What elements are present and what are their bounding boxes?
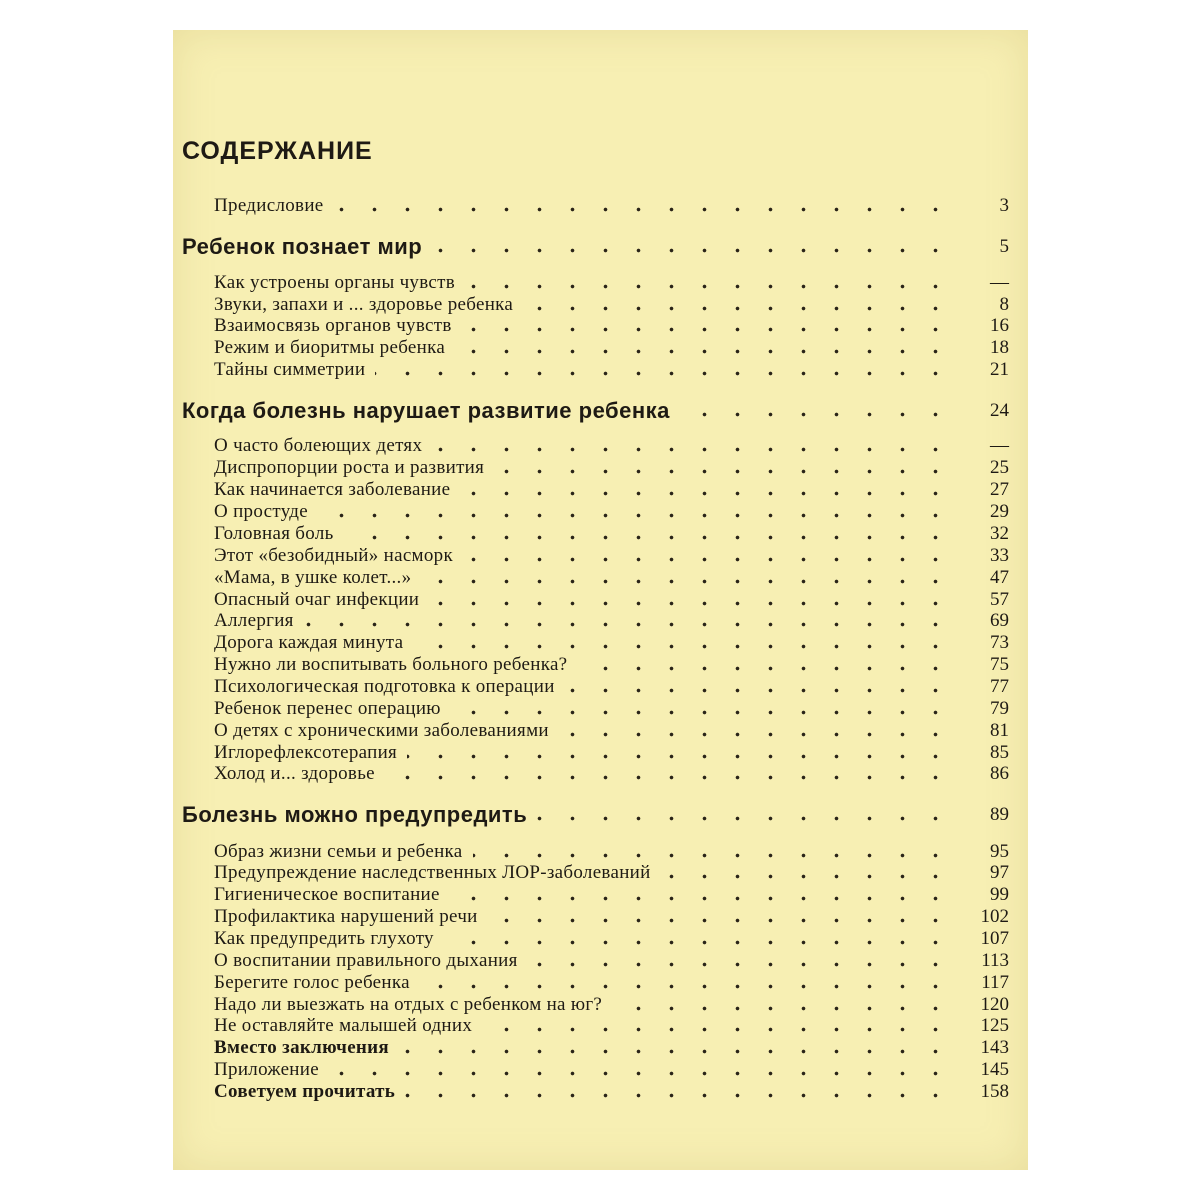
- toc-entry-title: Аллергия: [214, 610, 294, 631]
- toc-entry: [0, 194, 1200, 218]
- toc-entry-title: Профилактика нарушений речи: [214, 906, 478, 927]
- dot-leader: [463, 557, 952, 562]
- toc-page-number: 33: [990, 545, 1009, 566]
- toc-page-number: 117: [981, 972, 1009, 993]
- toc-page-number: 86: [990, 763, 1009, 784]
- toc-entry: [0, 971, 1200, 995]
- dot-leader: [450, 896, 952, 901]
- toc-entry: [0, 456, 1200, 480]
- toc-entry-title: Вместо заключения: [214, 1037, 390, 1058]
- toc-page-number: 27: [990, 479, 1009, 500]
- toc-entry-title: Нужно ли воспитывать больного ребенка?: [214, 654, 568, 675]
- toc-entry-title: Предупреждение наследственных ЛОР-заболеваний: [214, 862, 651, 883]
- toc-entry: [0, 271, 1200, 295]
- toc-entry: [0, 358, 1200, 382]
- toc-page-number: 102: [980, 906, 1009, 927]
- toc-entry-title: Опасный очаг инфекции: [214, 589, 420, 610]
- toc-page-number: —: [990, 435, 1009, 456]
- toc-section-title: Когда болезнь нарушает развитие ребенка: [182, 398, 670, 423]
- toc-entry-title: Не оставляйте малышей одних: [214, 1015, 473, 1036]
- toc-page-number: 25: [990, 457, 1009, 478]
- toc-page-number: 24: [990, 400, 1009, 421]
- toc-entry-title: Как предупредить глухоту: [214, 928, 434, 949]
- toc-entry: [0, 697, 1200, 721]
- toc-entry: [0, 949, 1200, 973]
- dot-leader: [304, 622, 952, 627]
- toc-entry: [0, 544, 1200, 568]
- toc-entry: [0, 434, 1200, 458]
- toc-entry-title: О часто болеющих детях: [214, 435, 423, 456]
- toc-page-number: 85: [990, 742, 1009, 763]
- dot-leader: [537, 816, 952, 821]
- dot-leader: [375, 371, 952, 376]
- toc-entry-title: Гигиеническое воспитание: [214, 884, 440, 905]
- dot-leader: [407, 754, 952, 759]
- toc-page-number: —: [990, 272, 1009, 293]
- toc-entry: [0, 883, 1200, 907]
- toc-page-number: 3: [999, 195, 1009, 216]
- dot-leader: [451, 710, 952, 715]
- dot-leader: [385, 775, 952, 780]
- toc-entry-title: О воспитании правильного дыхания: [214, 950, 518, 971]
- toc-section-title: Болезнь можно предупредить: [182, 802, 528, 827]
- toc-page-number: 97: [990, 862, 1009, 883]
- toc-entry-title: Предисловие: [214, 195, 324, 216]
- dot-leader: [661, 874, 952, 879]
- dot-leader: [455, 349, 952, 354]
- toc-entry-title: Ребенок перенес операцию: [214, 698, 441, 719]
- toc-page-number: 57: [990, 589, 1009, 610]
- toc-section: [0, 802, 1200, 826]
- toc-page-number: 29: [990, 501, 1009, 522]
- toc-page-number: 81: [990, 720, 1009, 741]
- dot-leader: [559, 732, 952, 737]
- toc-entry: [0, 631, 1200, 655]
- toc-entry-title: Режим и биоритмы ребенка: [214, 337, 446, 358]
- dot-leader: [488, 918, 952, 923]
- dot-leader: [444, 940, 952, 945]
- toc-heading: СОДЕРЖАНИЕ: [182, 137, 373, 165]
- toc-page-number: 79: [990, 698, 1009, 719]
- toc-entry: [0, 762, 1200, 786]
- dot-leader: [432, 447, 952, 452]
- toc-entry-title: Надо ли выезжать на отдых с ребенком на юг?: [214, 994, 603, 1015]
- toc-section-title: Ребенок познает мир: [182, 234, 423, 259]
- toc-entry: [0, 653, 1200, 677]
- toc-entry-title: Приложение: [214, 1059, 319, 1080]
- dot-leader: [465, 284, 952, 289]
- dot-leader: [494, 469, 952, 474]
- dot-leader: [462, 327, 952, 332]
- dot-leader: [429, 601, 952, 606]
- toc-entry-title: Головная боль: [214, 523, 334, 544]
- toc-page-number: 145: [980, 1059, 1009, 1080]
- toc-entry: [0, 1014, 1200, 1038]
- toc-page-number: 75: [990, 654, 1009, 675]
- dot-leader: [528, 962, 952, 967]
- toc-entry-title: «Мама, в ушке колет...»: [214, 567, 412, 588]
- toc-page-number: 77: [990, 676, 1009, 697]
- dot-leader: [413, 644, 952, 649]
- toc-entry: [0, 719, 1200, 743]
- toc-page-number: 125: [980, 1015, 1009, 1036]
- toc-page-number: 5: [999, 236, 1009, 257]
- toc-page-number: 107: [980, 928, 1009, 949]
- toc-entry: [0, 336, 1200, 360]
- toc-entry: [0, 927, 1200, 951]
- toc-page-number: 113: [981, 950, 1009, 971]
- toc-page-number: 158: [980, 1081, 1009, 1102]
- toc-entry-title: Как начинается заболевание: [214, 479, 451, 500]
- toc-entry-title: Советуем прочитать: [214, 1081, 396, 1102]
- toc-entry-title: Дорога каждая минута: [214, 632, 404, 653]
- toc-entry: [0, 1080, 1200, 1104]
- dot-leader: [482, 1027, 952, 1032]
- toc-entry: [0, 905, 1200, 929]
- toc-page-number: 73: [990, 632, 1009, 653]
- dot-leader: [329, 1071, 952, 1076]
- dot-leader: [680, 412, 952, 417]
- dot-leader: [318, 513, 952, 518]
- toc-section: [0, 398, 1200, 422]
- dot-leader: [399, 1049, 952, 1054]
- dot-leader: [473, 853, 952, 858]
- toc-page-number: 143: [980, 1037, 1009, 1058]
- toc-entry-title: Берегите голос ребенка: [214, 972, 410, 993]
- toc-entry: [0, 566, 1200, 590]
- toc-entry-title: Холод и... здоровье: [214, 763, 375, 784]
- toc-entry: [0, 314, 1200, 338]
- toc-page-number: 8: [999, 294, 1009, 315]
- dot-leader: [523, 306, 952, 311]
- toc-page-number: 47: [990, 567, 1009, 588]
- toc-page-number: 18: [990, 337, 1009, 358]
- toc-page-number: 120: [980, 994, 1009, 1015]
- toc-entry-title: Как устроены органы чувств: [214, 272, 455, 293]
- toc-entry: [0, 522, 1200, 546]
- toc-entry: [0, 500, 1200, 524]
- dot-leader: [432, 248, 952, 253]
- dot-leader: [421, 579, 952, 584]
- toc-entry: [0, 861, 1200, 885]
- dot-leader: [612, 1006, 952, 1011]
- toc-entry-title: О детях с хроническими заболеваниями: [214, 720, 549, 741]
- toc-entry-title: Психологическая подготовка к операции: [214, 676, 555, 697]
- toc-page-number: 16: [990, 315, 1009, 336]
- toc-page-number: 89: [990, 804, 1009, 825]
- dot-leader: [334, 207, 952, 212]
- toc-entry: [0, 675, 1200, 699]
- dot-leader: [420, 984, 952, 989]
- toc-entry: [0, 609, 1200, 633]
- toc-entry-title: Этот «безобидный» насморк: [214, 545, 454, 566]
- toc-page-number: 99: [990, 884, 1009, 905]
- dot-leader: [565, 688, 952, 693]
- toc-entry-title: Образ жизни семьи и ребенка: [214, 841, 463, 862]
- dot-leader: [344, 535, 952, 540]
- toc-entry: [0, 478, 1200, 502]
- toc-entry-title: Звуки, запахи и ... здоровье ребенка: [214, 294, 514, 315]
- toc-section: [0, 234, 1200, 258]
- toc-entry-title: Иглорефлексотерапия: [214, 742, 398, 763]
- toc-entry: [0, 1036, 1200, 1060]
- toc-page-number: 69: [990, 610, 1009, 631]
- toc-page-number: 95: [990, 841, 1009, 862]
- toc-entry-title: Взаимосвязь органов чувств: [214, 315, 452, 336]
- dot-leader: [460, 491, 952, 496]
- toc-entry-title: Тайны симметрии: [214, 359, 366, 380]
- toc-entry-title: Диспропорции роста и развития: [214, 457, 485, 478]
- dot-leader: [405, 1093, 952, 1098]
- toc-entry-title: О простуде: [214, 501, 309, 522]
- toc-page-number: 32: [990, 523, 1009, 544]
- toc-entry: [0, 1058, 1200, 1082]
- toc-page-number: 21: [990, 359, 1009, 380]
- dot-leader: [577, 666, 952, 671]
